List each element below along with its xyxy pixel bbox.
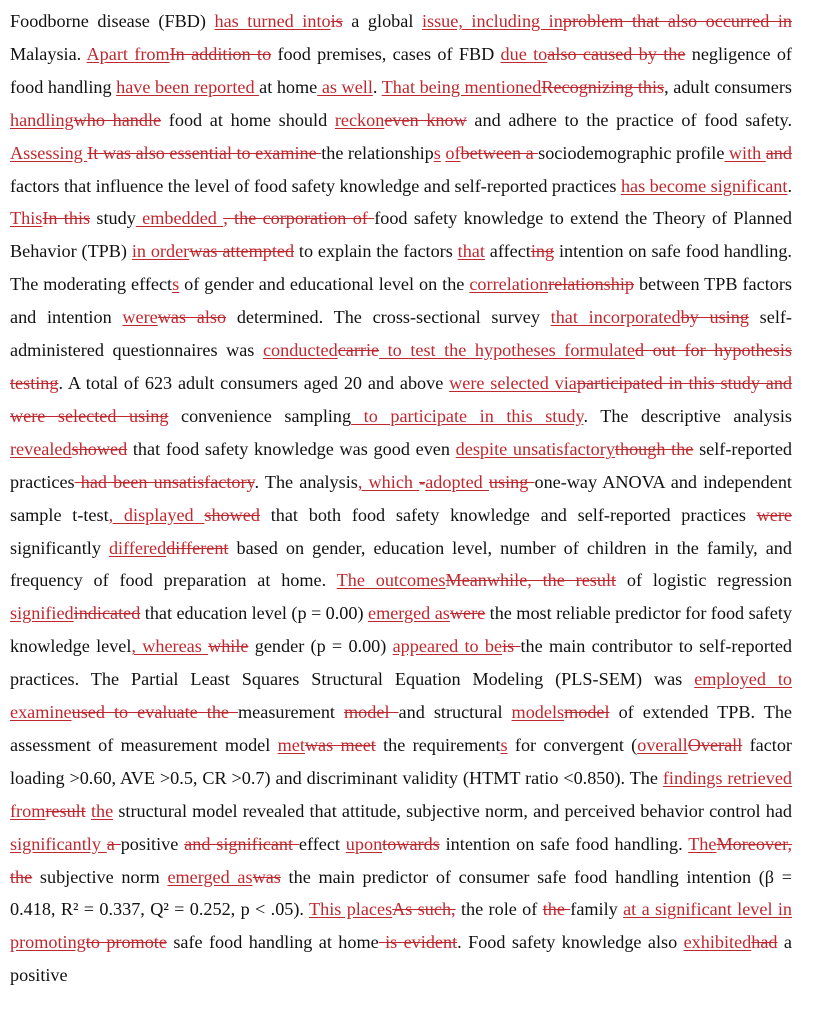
body-text: self-reported practices	[10, 438, 792, 492]
body-text: Foodborne disease (FBD)	[10, 11, 215, 31]
inserted-text: as well	[317, 76, 373, 97]
body-text: the most reliable predictor for food safety knowledge level	[10, 603, 793, 657]
inserted-text: were selected via	[449, 372, 577, 393]
body-text: effect	[298, 833, 346, 854]
body-text: study	[90, 208, 136, 229]
deleted-text: though the	[614, 438, 694, 459]
inserted-text: appeared to be	[392, 636, 503, 657]
body-text: between TPB factors and intention	[10, 274, 792, 328]
inserted-text: reckon	[334, 109, 385, 130]
inserted-text: the	[90, 800, 114, 821]
deleted-text: carrie	[337, 340, 380, 361]
body-text: significantly	[10, 537, 109, 558]
body-text: gender (p = 0.00)	[248, 636, 393, 657]
inserted-text: to test the hypotheses formulate	[379, 340, 635, 361]
inserted-text: to participate in this study	[351, 405, 584, 426]
inserted-text: models	[511, 702, 565, 723]
inserted-text: Apart from	[86, 43, 170, 64]
body-text: at home	[259, 76, 318, 97]
inserted-text: emerged as	[368, 603, 450, 624]
deleted-text: problem that also occurred in	[562, 11, 792, 31]
deleted-text: and	[765, 142, 792, 163]
deleted-text: participated in this study and were selected using	[10, 372, 793, 426]
body-text: of gender and educational level on the	[179, 274, 470, 295]
inserted-text: at a significant level in promoting	[10, 899, 792, 953]
inserted-text: upon	[345, 833, 383, 854]
body-text: factors that influence the level of food safety knowledge and self-reported practices	[10, 175, 621, 196]
body-text: sociodemographic profile	[538, 142, 725, 163]
deleted-text: and significant	[184, 833, 299, 854]
body-text: convenience sampling	[168, 405, 352, 426]
inserted-text: This places	[309, 899, 393, 920]
deleted-text: was also	[157, 307, 227, 328]
deleted-text: showed	[204, 504, 260, 525]
body-text: of logistic regression	[616, 570, 792, 591]
tracked-changes-paragraph[interactable]	[10, 5, 792, 992]
inserted-text: with	[724, 142, 766, 163]
body-text: negligence of food handling	[10, 43, 792, 97]
body-text: . The analysis	[254, 471, 358, 492]
deleted-text: were	[756, 504, 793, 525]
inserted-text: Assessing	[10, 142, 88, 163]
body-text: food at home should	[161, 109, 335, 130]
deleted-text: using	[488, 471, 535, 492]
deleted-text: were	[449, 603, 486, 624]
inserted-text: employed to examine	[10, 669, 792, 723]
inserted-text: have been reported	[116, 76, 260, 97]
body-text: to explain the factors	[294, 241, 458, 262]
deleted-text: Overall	[687, 734, 743, 755]
deleted-text: also caused by the	[547, 43, 686, 64]
body-text: , adult consumers	[664, 76, 792, 97]
inserted-text: has turned into	[214, 11, 331, 31]
inserted-text: differed	[108, 537, 167, 558]
inserted-text: conducted	[262, 340, 338, 361]
inserted-text: of	[445, 142, 461, 163]
deleted-text: between a	[460, 142, 539, 163]
body-text: a positive	[10, 932, 792, 986]
body-text: for convergent (	[507, 734, 638, 755]
inserted-text: that incorporated	[550, 307, 681, 328]
inserted-text: findings retrieved from	[10, 767, 793, 821]
body-text: .	[787, 175, 792, 196]
inserted-text: handling	[10, 109, 74, 130]
body-text: the relationship	[321, 142, 434, 163]
inserted-text: signified	[10, 603, 74, 624]
body-text: that both food safety knowledge and self-reported practices	[259, 504, 757, 525]
inserted-text: significantly	[10, 833, 107, 854]
body-text: self-administered questionnaires was	[10, 307, 792, 361]
body-text: positive	[120, 833, 185, 854]
deleted-text: ing	[530, 241, 555, 262]
body-text: Malaysia.	[10, 43, 87, 64]
deleted-text: d out for hypothesis testing	[10, 340, 792, 393]
deleted-text: showed	[71, 438, 128, 459]
inserted-text: This	[10, 208, 43, 229]
inserted-text: met	[277, 734, 305, 755]
body-text: affect	[484, 241, 531, 262]
body-text: subjective norm	[32, 866, 168, 887]
body-text: that education level (p = 0.00)	[140, 603, 368, 624]
inserted-text: adopted	[425, 471, 489, 492]
deleted-text: is	[330, 11, 343, 31]
body-text: based on gender, education level, number of children in the family, and frequency of food preparation at home.	[10, 537, 792, 591]
inserted-text: embedded	[135, 208, 224, 229]
body-text: safe food handling at home	[166, 932, 379, 953]
inserted-text: , whereas	[131, 636, 209, 657]
deleted-text: was attempted	[189, 241, 295, 262]
deleted-text: indicated	[73, 603, 141, 624]
body-text: intention on safe food handling. The moderating effect	[10, 241, 792, 295]
deleted-text: model	[564, 702, 610, 723]
deleted-text: relationship	[548, 274, 634, 295]
inserted-text: were	[122, 307, 158, 328]
deleted-text: even know	[384, 109, 467, 130]
inserted-text: , displayed	[108, 504, 205, 525]
deleted-text: Moreover, the	[10, 833, 792, 887]
deleted-text: Meanwhile, the result	[445, 570, 617, 591]
inserted-text: The	[688, 833, 717, 854]
inserted-text: exhibited	[683, 932, 752, 953]
deleted-text: who handle	[73, 109, 162, 130]
body-text: .	[372, 76, 382, 97]
inserted-text: That being mentioned	[381, 76, 542, 97]
inserted-text: The outcomes	[336, 570, 446, 591]
deleted-text: to promote	[85, 932, 167, 953]
inserted-text: has become significant	[620, 175, 788, 196]
body-text: intention on safe food handling.	[439, 833, 689, 854]
inserted-text: s	[500, 734, 508, 755]
body-text: factor loading >0.60, AVE >0.5, CR >0.7) and discriminant validity (HTMT ratio <0.850). The	[10, 734, 792, 788]
body-text: . A total of 623 adult consumers aged 20 and above	[58, 372, 450, 393]
deleted-text: In this	[42, 208, 91, 229]
deleted-text: was	[252, 866, 281, 887]
inserted-text: correlation	[469, 274, 549, 295]
inserted-text: in order	[131, 241, 190, 262]
deleted-text: Recognizing this	[541, 76, 665, 97]
body-text: food safety knowledge to extend the Theory of Planned Behavior (TPB)	[10, 208, 793, 262]
deleted-text: , the corporation of	[223, 208, 375, 229]
deleted-text: As such,	[392, 899, 456, 920]
deleted-text: model	[344, 702, 399, 723]
body-text: that food safety knowledge was good even	[127, 438, 456, 459]
body-text: one-way ANOVA and independent sample t-test	[10, 471, 792, 525]
body-text: the main contributor to self-reported practices. The Partial Least Squares Structural Equation Modeling (PLS-SEM) was	[10, 636, 793, 690]
inserted-text: s	[433, 142, 441, 163]
deleted-text: had been unsatisfactory	[74, 471, 255, 492]
body-text: family	[570, 899, 624, 920]
body-text: a global	[342, 11, 422, 31]
deleted-text: the	[542, 899, 571, 920]
inserted-text: , which	[357, 471, 420, 492]
body-text: . The descriptive analysis	[583, 405, 792, 426]
deleted-text: -	[419, 471, 426, 492]
deleted-text: towards	[382, 833, 440, 854]
deleted-text: different	[166, 537, 229, 558]
deleted-text: is evident	[378, 932, 458, 953]
deleted-text: It was also essential to examine	[87, 142, 322, 163]
inserted-text: emerged as	[167, 866, 253, 887]
body-text: determined. The cross-sectional survey	[226, 307, 551, 328]
deleted-text: result	[45, 800, 86, 821]
body-text: structural model revealed that attitude, subjective norm, and perceived behavior control had	[113, 800, 792, 821]
inserted-text: due to	[500, 43, 548, 64]
body-text: . Food safety knowledge also	[457, 932, 684, 953]
body-text: the main predictor of consumer safe food handling intention (β = 0.418, R² = 0.337, Q² = 0.252, p < .05).	[10, 866, 793, 920]
inserted-text: overall	[637, 734, 688, 755]
deleted-text: is	[502, 636, 521, 657]
body-text: and structural	[398, 702, 512, 723]
inserted-text: that	[457, 241, 485, 262]
deleted-text: used to evaluate the	[71, 702, 239, 723]
body-text: the role of	[455, 899, 543, 920]
body-text: measurement	[238, 702, 345, 723]
deleted-text: had	[751, 932, 778, 953]
inserted-text: revealed	[10, 438, 72, 459]
deleted-text: by using	[680, 307, 749, 328]
body-text: and adhere to the practice of food safety.	[466, 109, 792, 130]
deleted-text: a	[106, 833, 121, 854]
deleted-text: while	[208, 636, 249, 657]
deleted-text: In addition to	[169, 43, 272, 64]
body-text: food premises, cases of FBD	[271, 43, 501, 64]
inserted-text: despite unsatisfactory	[455, 438, 615, 459]
inserted-text: issue, including in	[421, 11, 563, 31]
inserted-text: s	[172, 274, 180, 295]
body-text: the requirement	[375, 734, 501, 755]
body-text: of extended TPB. The assessment of measurement model	[10, 702, 793, 755]
deleted-text: was meet	[304, 734, 376, 755]
